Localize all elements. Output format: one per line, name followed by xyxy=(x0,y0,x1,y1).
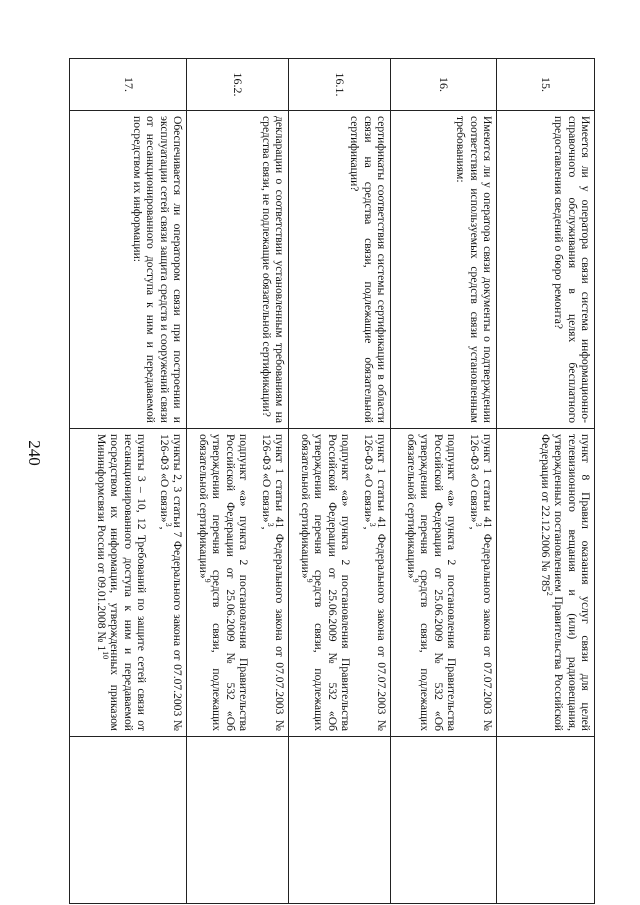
table-row xyxy=(70,59,187,904)
reference-cell xyxy=(497,429,595,737)
table-row xyxy=(289,59,391,904)
reference-text: подпункт «а» пункта 2 постановления Правительства Российской Федерации от 25.06.2009 № 532 «Об утверждении перечня средств связи, подлежащих обязательной сертификации» xyxy=(298,434,353,731)
reference-text: подпункт «а» пункта 2 постановления Правительства Российской Федерации от 25.06.2009 № 532 «Об утверждении перечня средств связи, подлежащих обязательной сертификации» xyxy=(404,434,459,731)
answer-cell xyxy=(187,737,289,904)
reference-cell xyxy=(187,429,289,737)
row-number: 17. xyxy=(70,59,187,111)
reference-cell xyxy=(289,429,391,737)
reference-text: пункт 1 статьи 41 Федерального закона от 07.07.2003 № 126-ФЗ «О связи» xyxy=(259,434,286,731)
page-number: 240 xyxy=(25,440,44,466)
answer-cell xyxy=(497,737,595,904)
reference-text: пункт 1 статьи 41 Федерального закона от 07.07.2003 № 126-ФЗ «О связи» xyxy=(467,434,494,731)
footnote-ref: 9 xyxy=(304,578,314,583)
footnote-ref: 3 xyxy=(367,522,377,527)
answer-cell xyxy=(391,737,497,904)
footnote-ref: 9 xyxy=(202,578,212,583)
reference-text: пункт 8 Правил оказания услуг связи для целей телевизионного вещания и (или) радиовещания, утвержденных постановлением Правительства Российской Федерации от 22.12.2006 № 785 xyxy=(538,434,592,731)
footnote-ref: 3 xyxy=(163,522,173,527)
table-row xyxy=(391,59,497,904)
footnote-ref: 10 xyxy=(100,651,110,660)
question-cell: декларации о соответствии установленным требованиям на средства связи, не подлежащие обязательной сертификации? xyxy=(187,111,289,429)
reference-tail: , xyxy=(361,526,375,530)
requirements-table xyxy=(69,58,595,904)
reference-tail: , xyxy=(259,526,273,530)
reference-tail: , xyxy=(157,526,171,530)
row-number: 16.1. xyxy=(289,59,391,111)
reference-text: подпункт «а» пункта 2 постановления Правительства Российской Федерации от 25.06.2009 № 532 «Об утверждении перечня средств связи, подлежащих обязательной сертификации» xyxy=(196,434,251,731)
reference-text: пункты 2, 3 статьи 7 Федерального закона от 07.07.2003 № 126-ФЗ «О связи» xyxy=(157,434,184,731)
answer-cell xyxy=(70,737,187,904)
reference-tail: , xyxy=(467,526,481,530)
reference-text: пункт 1 статьи 41 Федерального закона от 07.07.2003 № 126-ФЗ «О связи» xyxy=(361,434,388,731)
reference-cell xyxy=(391,429,497,737)
footnote-ref: 3 xyxy=(473,522,483,527)
footnote-ref: 9 xyxy=(410,578,420,583)
answer-cell xyxy=(289,737,391,904)
question-cell: Имеются ли у оператора связи документы о подтверждении соответствия используемых средств связи установленным требованиям: xyxy=(391,111,497,429)
table-row xyxy=(187,59,289,904)
table-row xyxy=(497,59,595,904)
row-number: 15. xyxy=(497,59,595,111)
question-cell: Обеспечивается ли оператором связи при построении и эксплуатации сетей связи защита средств и сооружений связи от несанкционированного доступа к ним и передаваемой посредством их информации: xyxy=(70,111,187,429)
question-cell: Имеется ли у оператора связи система информационно-справочного обслуживания в целях бесплатного предоставления сведений о бюро ремонта? xyxy=(497,111,595,429)
reference-text: пункты 3 – 10, 12 Требований по защите сетей связи от несанкционированного доступа к ним и передаваемой посредством их информации, утвержденных приказом Мининформсвязи России от 09.01.2008 № 1 xyxy=(94,434,149,731)
footnote-ref: 3 xyxy=(265,522,275,527)
reference-cell xyxy=(70,429,187,737)
row-number: 16. xyxy=(391,59,497,111)
rotated-table-container xyxy=(70,58,595,903)
row-number: 16.2. xyxy=(187,59,289,111)
question-cell: сертификаты соответствия системы сертификации в области связи на средства связи, подлежащие обязательной сертификации? xyxy=(289,111,391,429)
footnote-ref: 2 xyxy=(544,591,554,596)
